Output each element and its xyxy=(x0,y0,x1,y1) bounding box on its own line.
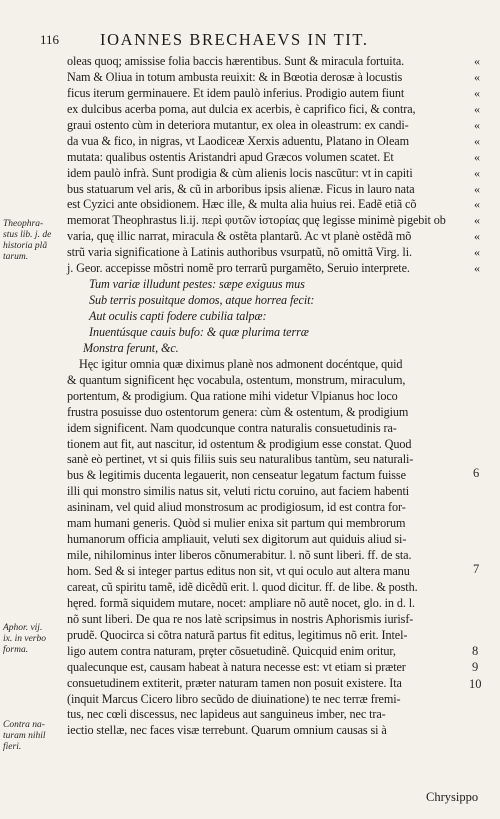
text-line: portentum, & prodigium. Qua ratione mihi videtur Vlpianus hoc loco xyxy=(67,388,398,403)
poem-line: Sub terris posuitque domos, atque horrea fecit: xyxy=(89,293,315,308)
running-head: IOANNES BRECHAEVS IN TIT. xyxy=(100,30,369,49)
text-line: & quantum significent hęc vocabula, ostentum, monstrum, miraculum, xyxy=(67,372,406,387)
quote-mark: « xyxy=(474,181,480,196)
margin-number: 6 xyxy=(473,466,480,480)
quote-mark: « xyxy=(474,85,480,100)
quote-mark: « xyxy=(474,197,480,212)
quote-marks-column xyxy=(474,54,494,277)
text-line: est Cyzici ante obsidionem. Hæc ille, & multa alia huius rei. Eadẽ etiã cõ xyxy=(67,197,417,212)
margin-number: 9 xyxy=(472,660,479,674)
poem-line: Aut oculis capti fodere cubilia talpæ: xyxy=(89,309,267,323)
margin-note-contra-naturam: Contra na- turam nihil fieri. xyxy=(3,720,46,752)
text-line: illi qui monstro similis natus sit, veluti rictu coruino, aut faciem habenti xyxy=(67,484,410,499)
text-line: consuetudinem extiterit, præter naturam tamen non posuit existere. Ita xyxy=(67,675,402,690)
text-line: idem paulò infrà. Sunt prodigia & cùm alienis locis nascũtur: vt in capiti xyxy=(67,165,413,180)
margin-number: 7 xyxy=(473,562,480,576)
text-line: mam humani generis. Quòd si mulier enixa sit partum qui membrorum xyxy=(67,516,406,531)
text-line: (inquit Marcus Cicero libro secũdo de diuinatione) te nec terræ fremi- xyxy=(67,691,401,706)
text-line: sanè eò pertinet, vt si quis filiis suis seu naturalibus tantùm, seu naturali- xyxy=(67,452,414,467)
text-line: qualecunque est, causam habeat à natura necesse est: vt etiam si præter xyxy=(67,659,406,674)
quote-mark: « xyxy=(474,149,480,164)
text-line: da vua & fico, in nigras, vt Laodiceæ Xerxis aduentu, Platano in Oleam xyxy=(67,133,409,148)
text-line: graui ostento cùm in deteriora mutantur, ex olea in oleastrum: ex candi- xyxy=(67,117,409,132)
quote-mark: « xyxy=(474,54,480,68)
poem-line: Inuentúsque cauis bufo: & quæ plurima terræ xyxy=(89,324,309,339)
page-number: 116 xyxy=(40,32,60,47)
quote-mark: « xyxy=(474,261,480,276)
text-line: oleas quoq; amissise folia baccis hærentibus. Sunt & miracula fortuita. xyxy=(67,54,405,68)
text-line: Nam & Oliua in totum ambusta reuixit: & in Bœotia derosæ à locustis xyxy=(67,69,403,84)
margin-number: 8 xyxy=(472,644,479,658)
text-line: ficus iterum germinauere. Et idem paulò inferius. Prodigio autem fiunt xyxy=(67,85,405,100)
text-line: ligo autem contra naturam, prȩter cõsuetudinẽ. Quicquid enim oritur, xyxy=(67,643,396,658)
quote-mark: « xyxy=(474,165,480,180)
text-line: varia, quę illic narrat, miracula & ostẽta plantarũ. Ac vt planè ostẽdã mõ xyxy=(67,229,412,244)
text-line: strũ varia significatione à Latinis authoribus vsurpatũ, nõ omittã Virg. li. xyxy=(67,245,412,260)
text-line: mile, nihilominus inter liberos cõnumerabitur. l. nõ sunt liberi. ff. de sta. xyxy=(67,548,412,563)
margin-note-aphorism: Aphor. vij. ix. in verbo forma. xyxy=(3,623,47,655)
quote-mark: « xyxy=(474,229,480,244)
text-line: nõ sunt liberi. De qua re nos latè scripsimus in nostris Aphorismis iurisf- xyxy=(67,611,414,626)
margin-number: 10 xyxy=(469,677,482,691)
text-line: bus statuarum vel aris, & cũ in arboribus ipsis alienæ. Ficus in lauro nata xyxy=(67,181,415,196)
text-line: hom. Sed & si integer partus editus non sit, vt qui oculo aut altera manu xyxy=(67,564,410,578)
text-line: ex dulcibus acerba poma, aut dulcia ex acerbis, è caprifico fici, & contra, xyxy=(67,101,416,116)
quote-mark: « xyxy=(474,245,480,260)
text-line: memorat Theophrastus li.ij. περὶ φυτῶν ἱστορίας quę legisse minimè pigebit ob xyxy=(67,213,446,228)
text-line: tionem aut fit, aut nascitur, id ostentum & prodigium esse constat. Quod xyxy=(67,436,412,451)
main-text xyxy=(67,54,465,739)
text-line: tus, nec cœli discessus, nec lapideus aut sanguineus imber, nec tra- xyxy=(67,707,386,722)
text-line: j. Geor. accepisse mõstri nomẽ pro terrarũ purgamẽto, Seruio interprete. xyxy=(67,261,410,276)
text-line: prudẽ. Quocirca si cõtra naturã partus fit editus, legitimus nõ erit. Intel- xyxy=(67,627,408,642)
quote-mark: « xyxy=(474,133,480,148)
text-line: iectio stellæ, nec faces visæ terrebunt. Quarum omnium causas si à xyxy=(67,723,387,738)
margin-note-theophrastus: Theophra- stus lib. j. de historia plã tarum. xyxy=(3,219,52,262)
text-line: asininam, vel quid aliud monstrosum ac prodigiosum, id est contra for- xyxy=(67,500,406,515)
quote-mark: « xyxy=(474,213,480,228)
poem-line: Monstra ferunt, &c. xyxy=(83,340,179,355)
text-line: hęred. formã siquidem mutare, nocet: ampliare nõ autẽ nocet, glo. in d. l. xyxy=(67,595,415,610)
quote-mark: « xyxy=(474,69,480,84)
text-line: humanorum officia ampliauit, veluti sex digitorum aut quiduis aliud si- xyxy=(67,532,407,547)
text-line: frustra posuisse duo ostentorum genera: cùm & ostentum, & prodigium xyxy=(67,404,409,419)
text-line: idem significent. Nam quodcunque contra naturalis consuetudinis ra- xyxy=(67,420,397,435)
poem-line: Tum variæ illudunt pestes: sæpe exiguus mus xyxy=(89,277,305,292)
catchword: Chrysippo xyxy=(426,790,479,804)
poem-quotation xyxy=(67,277,465,357)
text-line: careat, cũ spiritu tamẽ, idẽ dicẽdũ erit. l. quod dicitur. ff. de libe. & posth. xyxy=(67,579,418,594)
text-line: Hęc igitur omnia quæ diximus planè nos admonent docéntque, quid xyxy=(79,356,403,371)
text-line: bus & legitimis ducenta legauerit, non censeatur legatum factum fuisse xyxy=(67,468,406,483)
text-line: mutata: qualibus ostentis Aristandri apud Græcos volumen scatet. Et xyxy=(67,149,394,164)
quote-mark: « xyxy=(474,101,480,116)
page-header xyxy=(40,30,480,50)
quote-mark: « xyxy=(474,117,480,132)
